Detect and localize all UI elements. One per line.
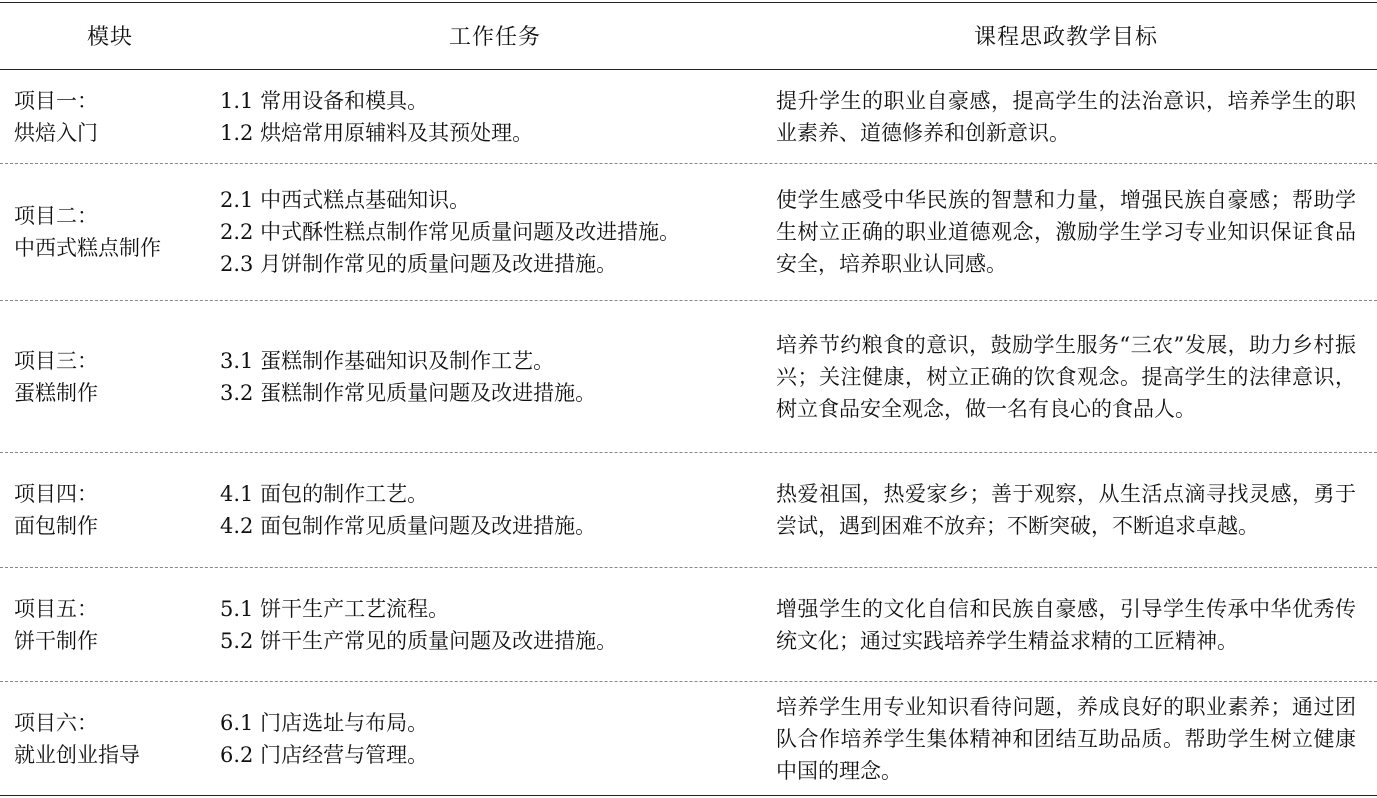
task-item: 1.1 常用设备和模具。: [220, 88, 429, 113]
module-title: 中西式糕点制作: [14, 236, 161, 260]
goal-text: 培养节约粮食的意识，鼓励学生服务“三农”发展，助力乡村振兴；关注健康，树立正确的饮食观念。提高学生的法律意识，树立食品安全观念，做一名有良心的食品人。: [776, 332, 1356, 421]
module-title: 蛋糕制作: [14, 380, 98, 405]
task-item: 2.2 中式酥性糕点制作常见质量问题及改进措施。: [220, 220, 681, 244]
module-number: 项目一：: [14, 88, 98, 113]
task-item: 2.3 月饼制作常见的质量问题及改进措施。: [220, 252, 618, 276]
goal-text: 提升学生的职业自豪感，提高学生的法治意识，培养学生的职业素养、道德修养和创新意识。: [776, 88, 1356, 145]
goal-cell: [776, 164, 1356, 300]
goal-cell: [776, 301, 1356, 452]
module-cell: [14, 70, 204, 163]
task-item: 2.1 中西式糕点基础知识。: [220, 188, 471, 212]
module-title: 就业创业指导: [14, 742, 140, 767]
goal-cell: [776, 453, 1356, 567]
goal-text: 增强学生的文化自信和民族自豪感，引导学生传承中华优秀传统文化；通过实践培养学生精益求精的工匠精神。: [776, 596, 1356, 653]
header-module: 模块: [86, 24, 133, 50]
goal-cell: [776, 568, 1356, 681]
table-row: [0, 682, 1377, 795]
task-item: 4.1 面包的制作工艺。: [220, 482, 429, 506]
table-row: [0, 70, 1377, 163]
table-row: [0, 453, 1377, 567]
module-number: 项目四：: [14, 482, 98, 506]
task-item: 5.1 饼干生产工艺流程。: [220, 596, 450, 621]
tasks-cell: [220, 568, 750, 681]
table-row: [0, 301, 1377, 452]
module-title: 面包制作: [14, 514, 98, 538]
goal-text: 培养学生用专业知识看待问题，养成良好的职业素养；通过团队合作培养学生集体精神和团结互助品质。帮助学生树立健康中国的理念。: [776, 694, 1356, 783]
table-row: [0, 164, 1377, 300]
goal-cell: [776, 682, 1356, 795]
task-item: 5.2 饼干生产常见的质量问题及改进措施。: [220, 628, 618, 653]
module-title: 饼干制作: [14, 628, 98, 653]
task-item: 6.1 门店选址与布局。: [220, 710, 429, 735]
module-cell: [14, 453, 204, 567]
goal-text: 使学生感受中华民族的智慧和力量，增强民族自豪感；帮助学生树立正确的职业道德观念，激励学生学习专业知识保证食品安全，培养职业认同感。: [776, 188, 1356, 276]
tasks-cell: [220, 453, 750, 567]
module-cell: [14, 682, 204, 795]
header-goals: 课程思政教学目标: [973, 24, 1158, 50]
module-number: 项目六：: [14, 710, 98, 735]
task-item: 1.2 烘焙常用原辅料及其预处理。: [220, 120, 534, 145]
task-item: 3.1 蛋糕制作基础知识及制作工艺。: [220, 348, 555, 373]
module-cell: [14, 301, 204, 452]
tasks-cell: [220, 682, 750, 795]
module-cell: [14, 164, 204, 300]
module-number: 项目二：: [14, 204, 98, 228]
table-bottom-rule: [0, 795, 1377, 796]
task-item: 4.2 面包制作常见质量问题及改进措施。: [220, 514, 597, 538]
module-number: 项目五：: [14, 596, 98, 621]
module-cell: [14, 568, 204, 681]
task-item: 6.2 门店经营与管理。: [220, 742, 429, 767]
module-number: 项目三：: [14, 348, 98, 373]
module-title: 烘焙入门: [14, 120, 98, 145]
header-tasks: 工作任务: [448, 24, 541, 50]
goal-cell: [776, 70, 1356, 163]
tasks-cell: [220, 164, 750, 300]
goal-text: 热爱祖国，热爱家乡；善于观察，从生活点滴寻找灵感，勇于尝试，遇到困难不放弃；不断突破，不断追求卓越。: [776, 482, 1356, 538]
tasks-cell: [220, 301, 750, 452]
tasks-cell: [220, 70, 750, 163]
table-row: [0, 568, 1377, 681]
task-item: 3.2 蛋糕制作常见质量问题及改进措施。: [220, 380, 597, 405]
